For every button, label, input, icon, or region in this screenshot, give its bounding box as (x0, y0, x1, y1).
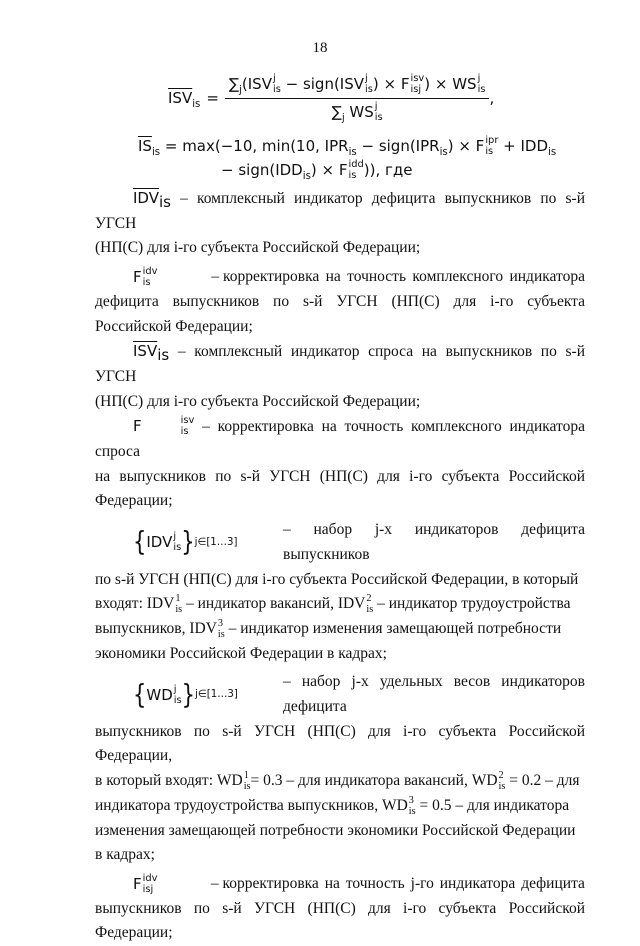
def-wd-set-line-4: индикатора трудоустройства выпускников, WD 3 is = 0.5 – для индикатора (95, 794, 570, 817)
definitions-body (95, 186, 585, 946)
def-wd-set-line-1: { WD j is } j∈[1…3] – набор j-х удельных весов индикаторов дефицита (133, 673, 585, 716)
def-isv-line-2: (НП(С) для i-го субъекта Российской Федерации; (95, 392, 421, 410)
def-idv-set-line-2: по s-й УГСН (НП(С) для i-го субъекта Российской Федерации, в который (95, 570, 579, 588)
def-fidv-line-1: F idv is – корректировка на точность комплексного индикатора (133, 266, 585, 289)
def-fisv-line-1: F isv is – корректировка на точность комплексного индикатора спроса (95, 415, 585, 461)
def-fidv-line-2: дефицита выпускников по s-й УГСН (НП(С) для i-го субъекта Российской Федерации; (95, 292, 585, 335)
formula1-numerator: $\sum_j(ISV$ j is − sign(ISV j is ) × F isv isj ) × WS j is (225, 74, 490, 99)
def-idv-set-line-4: выпускников, IDV 3 is – индикатор изменения замещающей потребности (95, 617, 562, 640)
formula-is-line-1: $\overline{IS}_{is} = \max(-10$, min(10, $IPR_{is}$ − $sign(IPR_{is}) \times F$ ipr is + $IDD_{is}$ (138, 135, 557, 158)
def-fisj-line-1: F idv isj – корректировка на точность j-го индикатора дефицита (133, 873, 585, 895)
formula1-denominator: $\sum_j$ WS j is (331, 100, 383, 124)
def-fisv-line-2: на выпускников по s-й УГСН (НП(С) для i-го субъекта Российской Федерации; (95, 467, 585, 510)
def-idv-set-line-1: { IDV j is } j∈[1…3] – набор j-х индикаторов дефицита выпускников (133, 521, 585, 563)
formula1-fraction (225, 74, 490, 123)
def-idv-line-1: $\overline{IDV}_{is}$ – комплексный индикатор дефицита выпускников по s-й УГСН (95, 189, 585, 232)
def-wd-set-line-2: выпускников по s-й УГСН (НП(С) для i-го субъекта Российской Федерации, (95, 722, 585, 765)
formula1-lhs: $\overline{ISV}_{is}$ (168, 89, 201, 111)
formula-is-line-2: − $sign(IDD_{is}) \times F$ idd is )), где (221, 159, 413, 182)
def-wd-set-line-5: изменения замещающей потребности экономики Российской Федерации (95, 821, 576, 839)
def-idv-set-line-3: входят: IDV 1 is – индикатор вакансий, IDV 2 is – индикатор трудоустройства (95, 592, 571, 616)
def-idv-line-2: (НП(С) для i-го субъекта Российской Федерации; (95, 239, 421, 257)
def-wd-set-line-3: в который входят: WD 1 is = 0.3 – для индикатора вакансий, WD 2 is = 0.2 – для (95, 769, 580, 793)
page-number: 18 (312, 40, 328, 56)
def-idv-set-line-5: экономики Российской Федерации в кадрах; (95, 644, 387, 662)
def-fisj-line-2: выпускников по s-й УГСН (НП(С) для i-го субъекта Российской Федерации; (95, 899, 585, 942)
formula-isv-average: $\overline{ISV}_{is}$ = $\sum_j(ISV$ j is − sign(ISV j is ) × F isv isj ) × WS j is $\sum_j$ WS j is , (168, 73, 495, 124)
def-wd-set-line-6: в кадрах; (95, 846, 155, 864)
def-isv-line-1: $\overline{ISV}_{is}$ – комплексный индикатор спроса на выпускников по s-й УГСН (95, 342, 585, 385)
